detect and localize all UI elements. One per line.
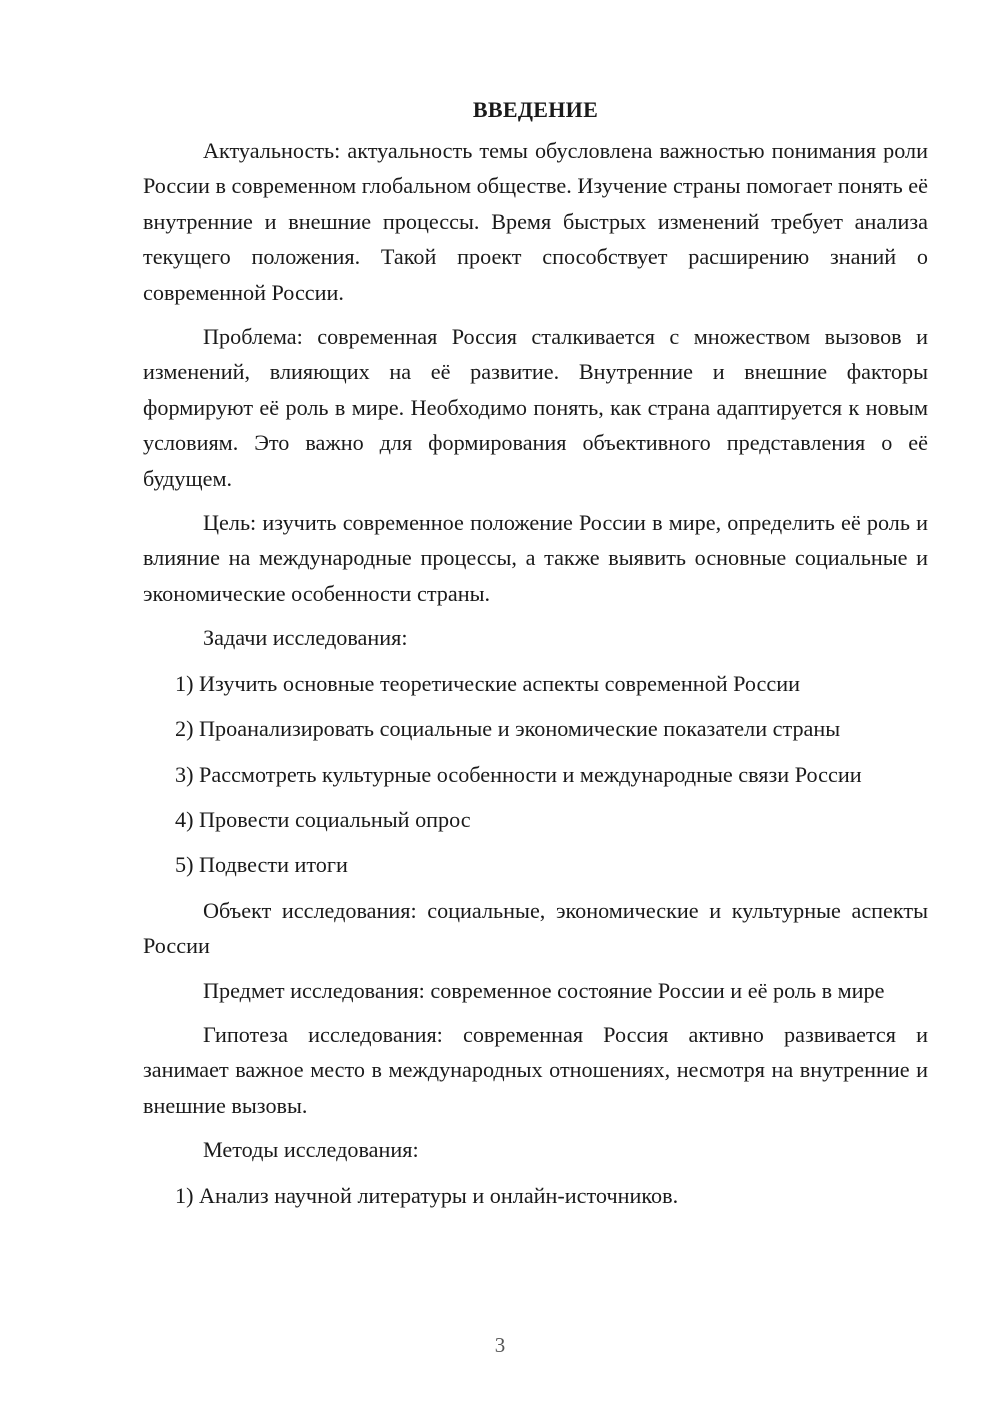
goal-paragraph: Цель: изучить современное положение России в мире, определить её роль и влияние на международные процессы, а также выявить основные социальные и экономические особенности страны. [143,510,928,606]
object-paragraph: Объект исследования: социальные, экономические и культурные аспекты России [143,897,928,959]
subject-paragraph: Предмет исследования: современное состояние России и её роль в мире [203,977,885,1003]
section-title: ВВЕДЕНИЕ [472,97,599,122]
problem-paragraph: Проблема: современная Россия сталкивается с множеством вызовов и изменений, влияющих на её развитие. Внутренние и внешние факторы формируют её роль в мире. Необходимо понять, как страна адаптируется к новым условиям. Это важно для формирования объективного представления о её будущем. [143,324,928,491]
task-item: 3) Рассмотреть культурные особенности и международные связи России [175,761,862,787]
tasks-list [143,666,928,883]
task-item: 2) Проанализировать социальные и экономические показатели страны [175,716,841,742]
tasks-heading: Задачи исследования: [203,625,408,651]
relevance-paragraph: Актуальность: актуальность темы обусловлена важностью понимания роли России в современном глобальном обществе. Изучение страны помогает понять её внутренние и внешние процессы. Время быстрых изменений требует анализа текущего положения. Такой проект способствует расширению знаний о современной России. [143,138,928,305]
methods-list [143,1178,928,1213]
document-page [143,92,928,1223]
task-item: 5) Подвести итоги [175,852,348,878]
hypothesis-paragraph: Гипотеза исследования: современная Россия активно развивается и занимает важное место в международных отношениях, несмотря на внутренние и внешние вызовы. [143,1021,928,1118]
task-item: 1) Изучить основные теоретические аспекты современной России [175,670,800,696]
methods-heading: Методы исследования: [203,1137,419,1163]
method-item: 1) Анализ научной литературы и онлайн-источников. [175,1182,679,1208]
task-item: 4) Провести социальный опрос [175,806,471,832]
page-number: 3 [494,1333,506,1357]
